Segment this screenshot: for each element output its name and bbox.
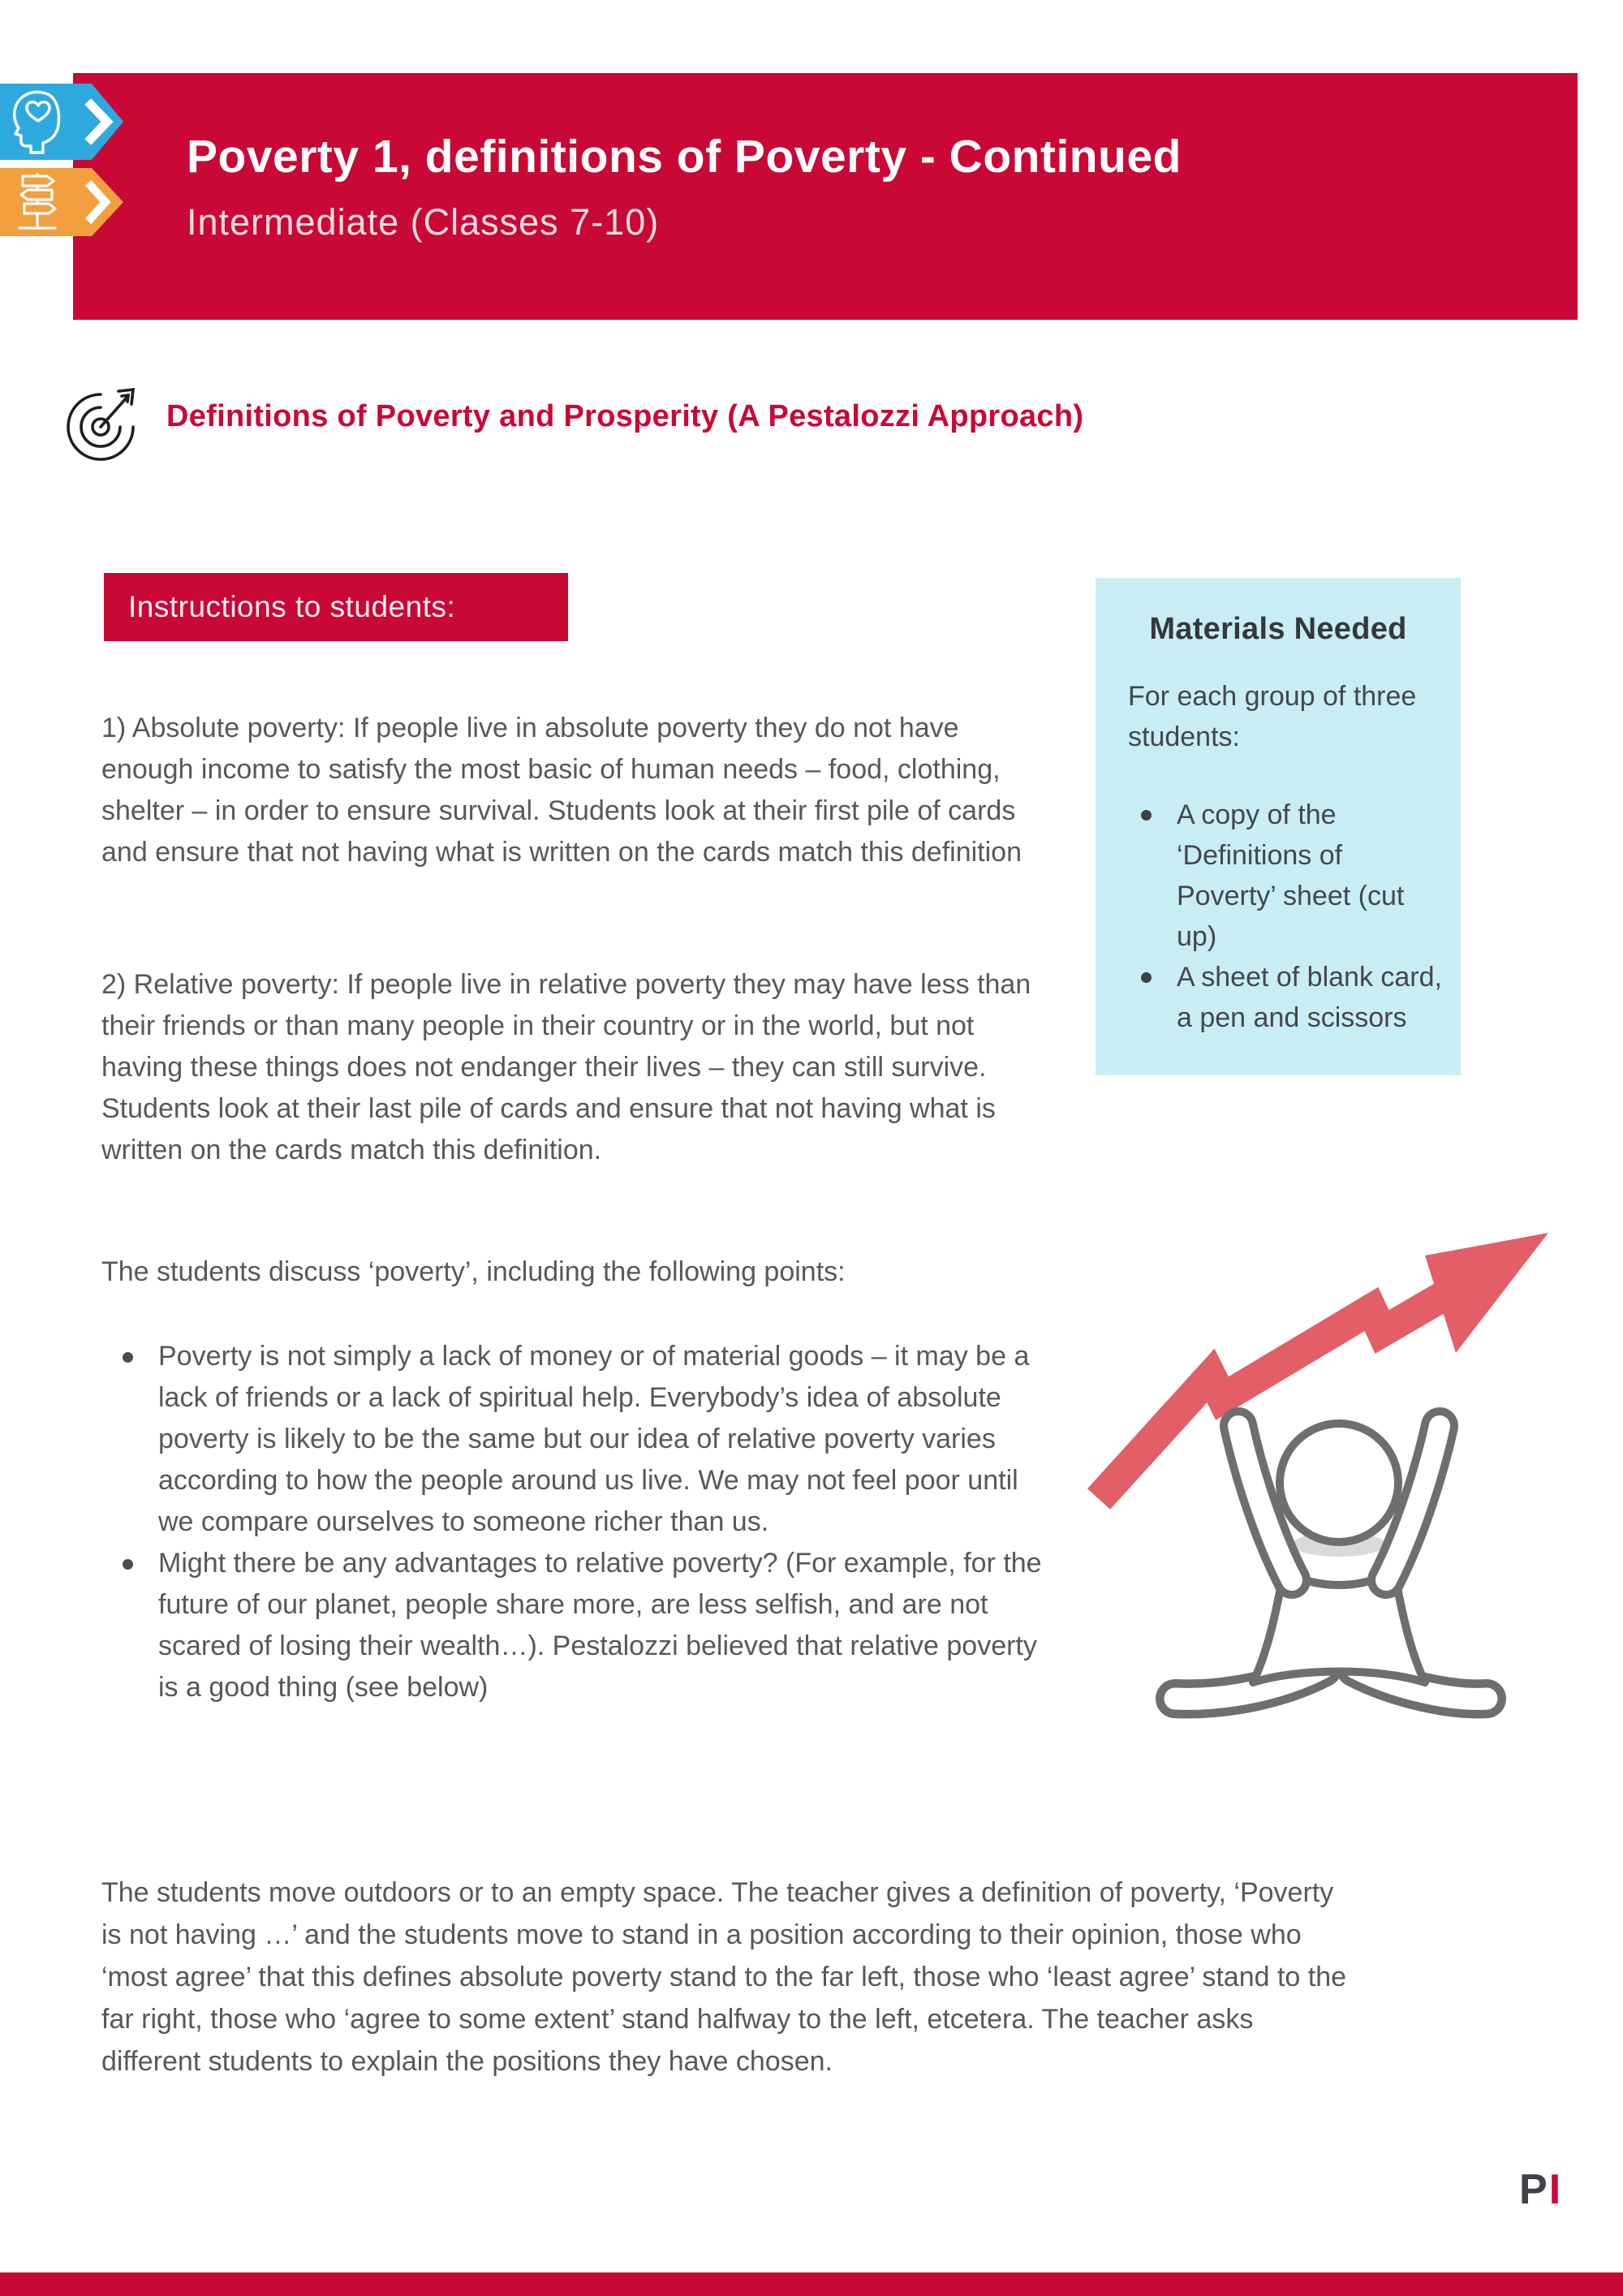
materials-intro: For each group of three students: bbox=[1128, 681, 1417, 752]
learning-domain-banner-orange bbox=[0, 168, 123, 240]
list-item: Might there be any advantages to relative poverty? (For example, for the future of our planet, people share more, are less selfish, and are not scared of losing their wealth…). Pestalozzi believed that relative poverty is a good thing (see below) bbox=[101, 1543, 1047, 1708]
list-item: Poverty is not simply a lack of money or of material goods – it may be a lack of friends or a lack of spiritual help. Everybody’s idea of absolute poverty is likely to be the same but our idea of relative poverty varies according to how the people around us live. We may not feel poor until we compare ourselves to someone richer than us. bbox=[101, 1336, 1047, 1543]
logo-letter-i: I bbox=[1548, 2166, 1563, 2213]
logo-letter-p: P bbox=[1519, 2166, 1549, 2213]
cheering-person-rising-arrow-illustration bbox=[1079, 1213, 1599, 1737]
discussion-points-list bbox=[101, 1336, 1047, 1708]
paragraph-discussion-intro: The students discuss ‘poverty’, including the following points: bbox=[101, 1256, 846, 1287]
list-item: A sheet of blank card, a pen and scissors bbox=[1177, 957, 1444, 1038]
cheering-person-icon bbox=[1175, 1424, 1487, 1699]
materials-needed-panel bbox=[1096, 578, 1461, 1075]
paragraph-relative-poverty: 2) Relative poverty: If people live in relative poverty they may have less than their friends or than many people in their country or in the world, but not having these things does not endanger their lives – they can still survive. Students look at their last pile of cards and ensure that not having what is written on the cards match this definition. bbox=[101, 969, 1031, 1165]
page-title: Poverty 1, definitions of Poverty - Continued bbox=[187, 131, 1182, 183]
page-subtitle: Intermediate (Classes 7-10) bbox=[187, 201, 660, 243]
section-heading: Definitions of Poverty and Prosperity (A Pestalozzi Approach) bbox=[166, 399, 1084, 433]
target-dart-icon bbox=[62, 381, 140, 467]
materials-list bbox=[1096, 795, 1444, 1038]
pi-logo bbox=[1519, 2165, 1562, 2214]
list-item: A copy of the ‘Definitions of Poverty’ sheet (cut up) bbox=[1177, 795, 1444, 957]
materials-title: Materials Needed bbox=[1149, 612, 1407, 646]
instructions-label-box bbox=[104, 573, 568, 641]
footer-bar bbox=[0, 2272, 1623, 2296]
learning-domain-banner-blue bbox=[0, 84, 123, 164]
header-band bbox=[73, 73, 1578, 320]
instructions-label: Instructions to students: bbox=[128, 590, 456, 623]
paragraph-absolute-poverty: 1) Absolute poverty: If people live in absolute poverty they do not have enough income to satisfy the most basic of human needs – food, clothing, shelter – in order to ensure survival. Students look at their first pile of cards and ensure that not having what is written on the cards match this definition bbox=[101, 713, 1022, 868]
paragraph-outdoor-activity: The students move outdoors or to an empty space. The teacher gives a definition of poverty, ‘Poverty is not having …’ and the students move to stand in a position according to their opinion, those who ‘most agree’ that this defines absolute poverty stand to the far left, those who ‘least agree’ stand to the far right, those who ‘agree to some extent’ stand halfway to the left, etcetera. The teacher asks different students to explain the positions they have chosen. bbox=[101, 1877, 1347, 2077]
